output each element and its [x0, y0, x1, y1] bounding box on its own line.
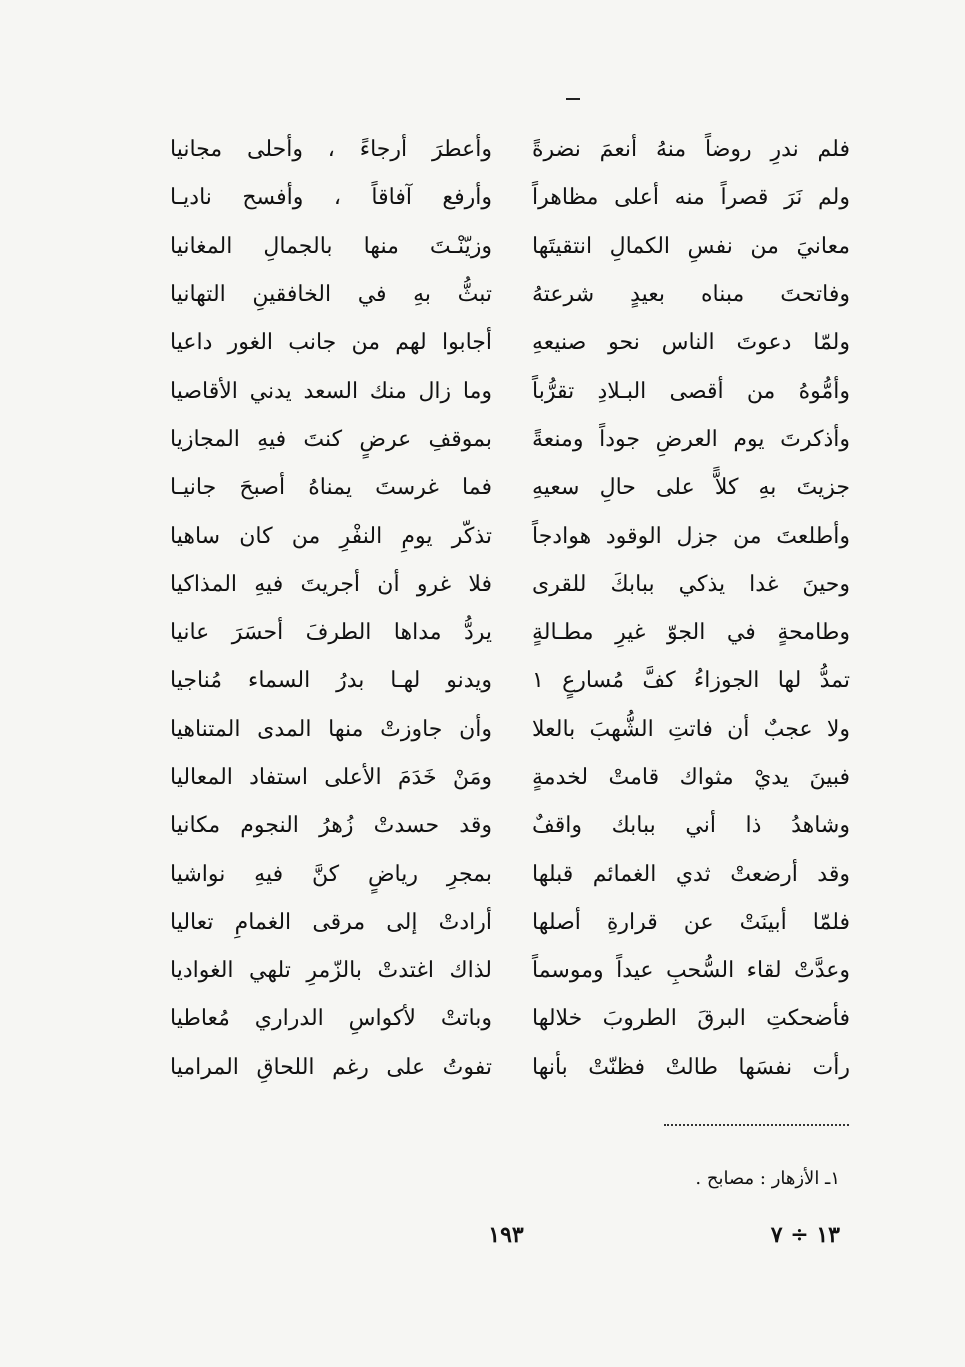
verse-first-hemistich: وطامحةٍ في الجوّ غيرِ مطـالةٍ: [532, 620, 850, 646]
verse-second-hemistich: وقد حسدتْ زُهرُ النجوم مكانيا: [170, 813, 492, 839]
verse-first-hemistich: ولا عجبٌ أن فاتتِ الشُّهبَ بالعلا: [532, 716, 850, 742]
verse-first-hemistich: وفاتحتَ مبناه بعيدٍ شرعتهُ: [532, 282, 850, 308]
verse-second-hemistich: بمجرِ رياضٍ كنَّ فيهِ نواشيا: [170, 861, 492, 887]
verse-second-hemistich: وباتتْ لأكواسِ الدراري مُعاطيا: [170, 1006, 492, 1032]
verse-first-hemistich: فلم ندرِ روضاً منهُ أنعمَ نضرةً: [532, 137, 850, 163]
verse-second-hemistich: لذاك اغتدتْ بالزّمرِ تلهي الغواديا: [170, 958, 492, 984]
verse-first-hemistich: فأضحكتِ البرقَ الطروبَ خلالها: [532, 1006, 850, 1032]
verse-second-hemistich: أجابوا لهم من جانب الغور داعيا: [170, 330, 492, 356]
verse-second-hemistich: يردُّ مداها الطرفَ أحسَرَ عانيا: [170, 620, 492, 646]
footnote-separator: [664, 1124, 849, 1126]
verse-first-hemistich: وشاهدُ ذا أني ببابك واقفٌ: [532, 813, 850, 839]
verse-row: [170, 754, 850, 802]
verse-row: [170, 367, 850, 415]
verse-row: [170, 850, 850, 898]
verse-second-hemistich: أرادتْ إلى مرقى الغمامِ تعاليا: [170, 909, 492, 935]
verse-second-hemistich: فلا غرو أن أجريتَ فيهِ المذاكيا: [170, 571, 492, 597]
verse-first-hemistich: وأمُّوهُ من أقصى البـلادِ تقرُّباً: [532, 378, 850, 404]
verse-first-hemistich: فبينَ يديْ مثواك قامتْ لخدمةٍ: [532, 765, 850, 790]
verse-first-hemistich: وقد أرضعتْ ثدي الغمائم قبلها: [532, 861, 850, 887]
verse-row: [170, 174, 850, 222]
signature-mark: ١٣ ÷ ٧: [770, 1222, 840, 1248]
verse-second-hemistich: تفوتُ على رغم اللحاقِ المراميا: [170, 1054, 492, 1080]
verse-second-hemistich: وأن جاوزتْ منها المدى المتناهيا: [170, 716, 492, 742]
verse-first-hemistich: فلمّا أبينَتْ عن قرارةِ أصلها: [532, 909, 850, 935]
verse-first-hemistich: ولم نَرَ قصراً منه أعلى مظاهراً: [532, 185, 850, 211]
verse-row: [170, 995, 850, 1043]
verse-second-hemistich: ومَنْ خَدَمَ الأعلى استفاد المعاليا: [170, 765, 492, 790]
page-number: ١٩٣: [488, 1222, 524, 1248]
verse-row: [170, 319, 850, 367]
verse-row: [170, 512, 850, 560]
verse-row: [170, 609, 850, 657]
verse-first-hemistich: تمدُّ لها الجوزاءُ كفَّ مُسارعٍ ١: [532, 668, 850, 694]
verse-second-hemistich: وزيّنْـتَ منها بالجمالِ المغانيا: [170, 233, 492, 259]
verse-row: [170, 416, 850, 464]
verse-first-hemistich: وحينَ غدا يذكي ببابكَ للقرى: [532, 571, 850, 597]
verse-second-hemistich: وما زال منك السعد يدني الأقاصيا: [170, 378, 492, 404]
verse-row: [170, 947, 850, 995]
verse-row: [170, 802, 850, 850]
verse-row: [170, 271, 850, 319]
verse-second-hemistich: وأعطرَ أرجاءً ، وأحلى مجانيا: [170, 137, 492, 163]
verse-row: [170, 223, 850, 271]
verse-row: [170, 126, 850, 174]
verse-first-hemistich: وعدَّتْ لقاء السُّحبِ عيداً وموسماً: [532, 958, 850, 984]
verse-second-hemistich: وأرفع آفاقاً ، وأفسح ناديـا: [170, 185, 492, 211]
verse-first-hemistich: وأطلعتَ من جزل الوقود هوادجاً: [532, 523, 850, 549]
verse-first-hemistich: رأت نفسَها طالتْ فظنّتْ بأنها: [532, 1054, 850, 1080]
verse-row: [170, 899, 850, 947]
verse-row: [170, 657, 850, 705]
verse-first-hemistich: معانيَ من نفسِ الكمالِ انتقيتَها: [532, 233, 850, 259]
verse-second-hemistich: تبثُّ بهِ في الخافقينِ التهانيا: [170, 282, 492, 308]
verse-first-hemistich: جزيتَ بهِ كلاًّ على حالِ سعيهِ: [532, 475, 850, 501]
poem: [170, 126, 850, 1092]
verse-second-hemistich: فما غرستَ يمناهُ أصبحَ جانيـا: [170, 475, 492, 501]
verse-row: [170, 464, 850, 512]
verse-row: [170, 1044, 850, 1092]
verse-second-hemistich: بموقفِ عرضٍ كنتَ فيهِ المجازيا: [170, 426, 492, 452]
verse-row: [170, 561, 850, 609]
verse-second-hemistich: تذكّر يومِ النفْرِ من كان ساهيا: [170, 523, 492, 549]
footnote: ١ـ الأزهار : مصابح .: [695, 1168, 840, 1189]
verse-first-hemistich: ولمّا دعوتَ الناس نحو صنيعهِ: [532, 330, 850, 356]
top-mark: [566, 98, 580, 100]
verse-row: [170, 706, 850, 754]
verse-first-hemistich: وأذكرتَ يوم العرضِ جوداً ومنعةً: [532, 426, 850, 452]
verse-second-hemistich: ويدنو لهـا بدرُ السماء مُناجيا: [170, 668, 492, 694]
